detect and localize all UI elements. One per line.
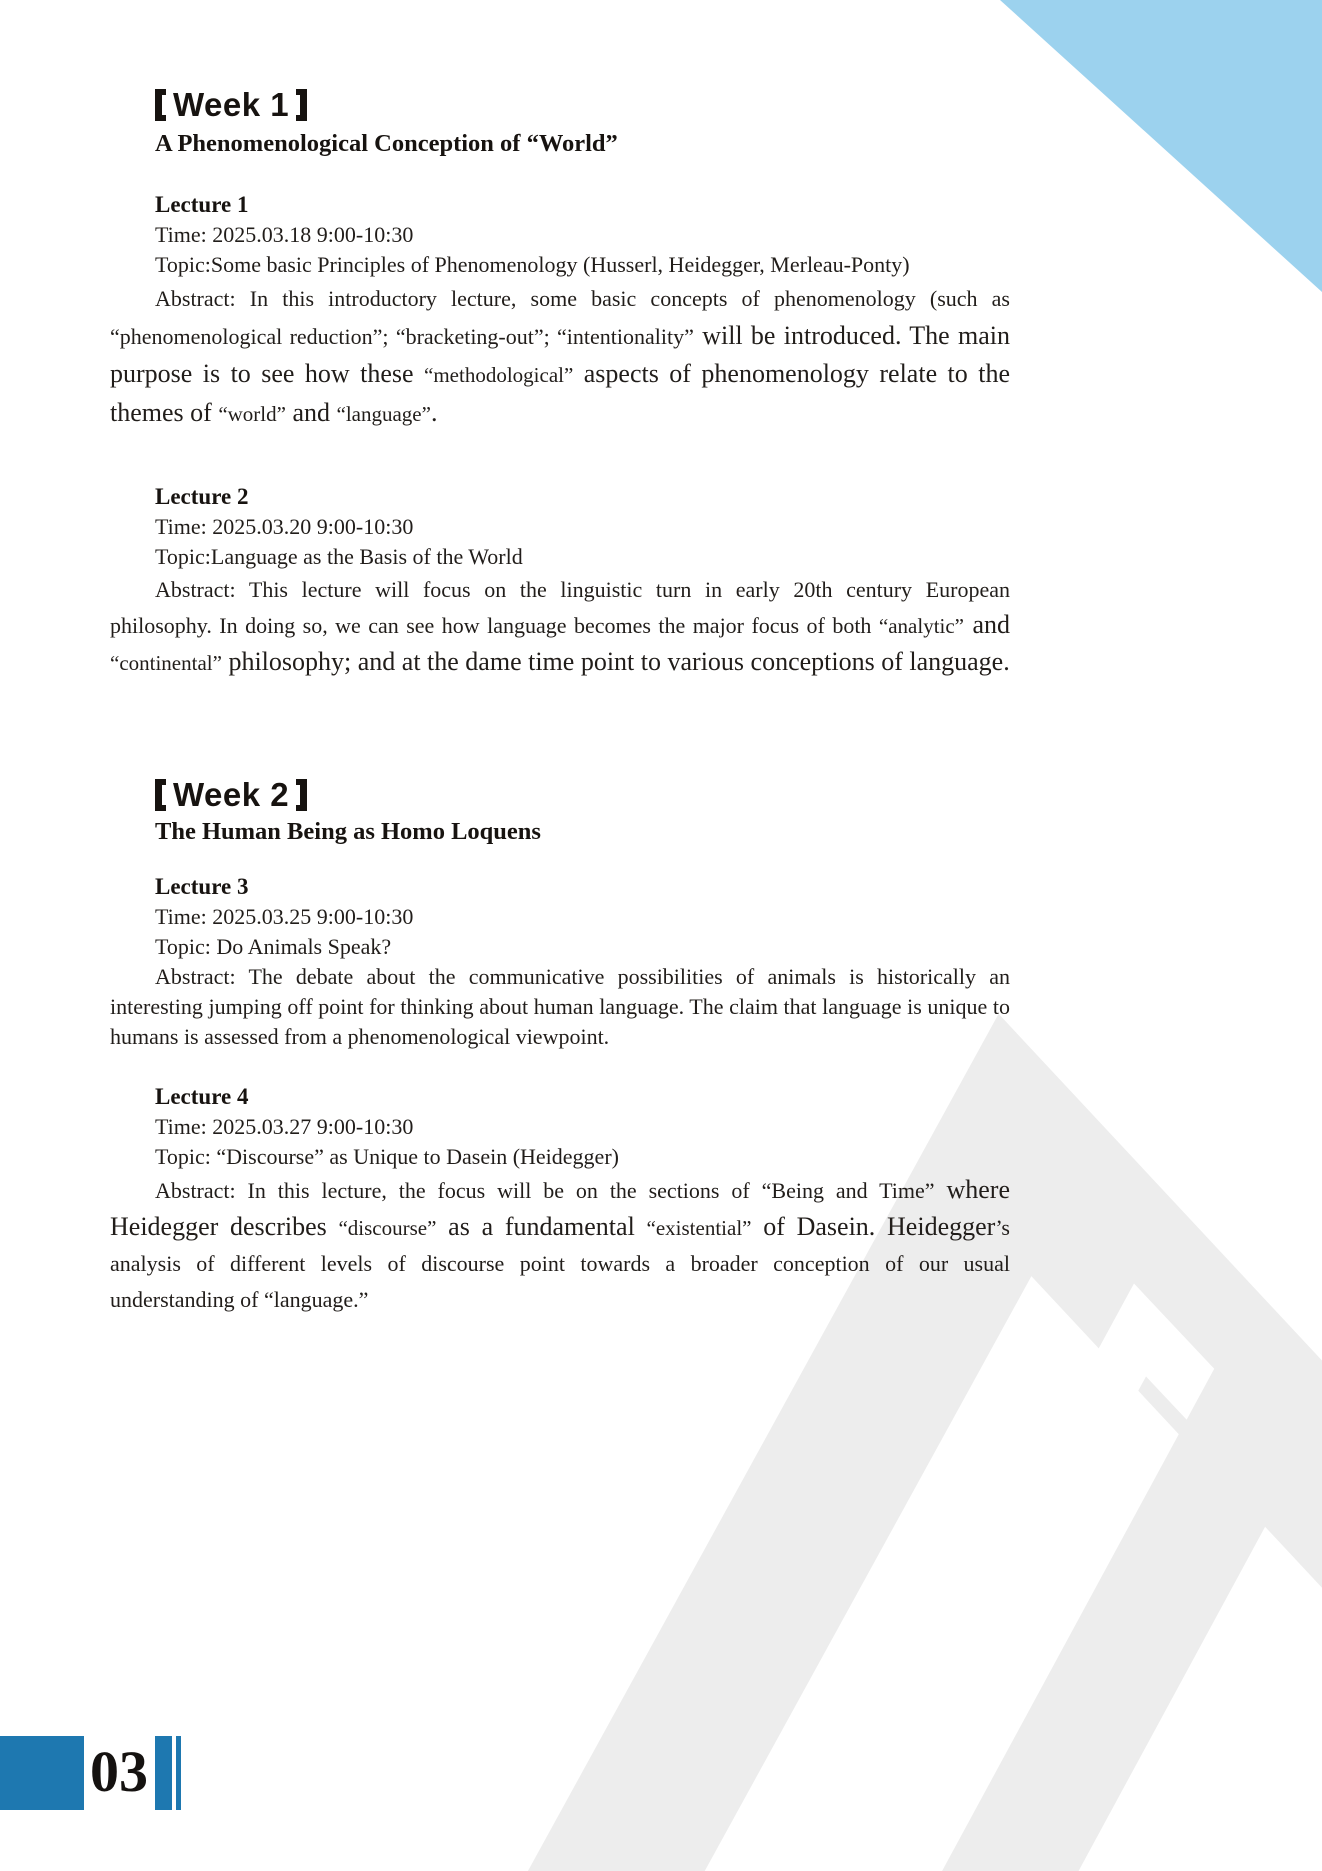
text-segment: ’s analysis of different levels of discourse point towards a broader conception of our usual understanding of “language.”	[110, 1215, 1010, 1312]
text-segment: “continental”	[110, 651, 222, 675]
lenticular-bracket-right-icon	[296, 89, 307, 121]
week-1-subtitle: A Phenomenological Conception of “World”	[155, 130, 618, 157]
lecture-2-abstract	[110, 572, 1010, 681]
lecture-4-time: Time: 2025.03.27 9:00-10:30	[155, 1114, 414, 1139]
lecture-1-title: Lecture 1	[155, 192, 249, 217]
text-segment: where Heidegger describes	[110, 1175, 1010, 1241]
week-1-heading-label: Week 1	[173, 86, 290, 123]
lenticular-bracket-left-icon	[155, 89, 166, 121]
text-segment: “existential”	[646, 1216, 752, 1240]
lecture-3-time: Time: 2025.03.25 9:00-10:30	[155, 904, 414, 929]
lecture-4-topic	[110, 1142, 1010, 1172]
text-segment: will be introduced. The main purpose is to see how these	[110, 321, 1010, 388]
week-2-subtitle: The Human Being as Homo Loquens	[155, 818, 541, 845]
week-2-heading-label: Week 2	[173, 776, 290, 813]
lecture-1-abstract	[110, 280, 1010, 433]
lecture-2-title: Lecture 2	[155, 484, 249, 509]
text-segment: of Dasein. Heidegger	[751, 1212, 996, 1241]
lenticular-bracket-right-icon	[296, 779, 307, 811]
text-segment: Topic: Do Animals Speak?	[155, 934, 392, 959]
text-segment: Abstract: In this introductory lecture, some basic concepts of phenomenology (such as “phenomenological reduction”; “bracketing-out”; “intentionality”	[110, 286, 1010, 349]
lecture-1-time: Time: 2025.03.18 9:00-10:30	[155, 222, 414, 247]
footer-accent-bar-thick	[155, 1736, 172, 1810]
lecture-3-title: Lecture 3	[155, 874, 249, 899]
lenticular-bracket-left-icon	[155, 779, 166, 811]
text-segment: Topic:Language as the Basis of the World	[155, 544, 523, 569]
text-segment: Abstract: In this lecture, the focus will be on the sections of “Being and Time”	[155, 1178, 947, 1203]
text-segment: “world”	[218, 402, 286, 426]
lecture-4-section	[110, 1082, 1010, 1318]
text-segment: “discourse”	[338, 1216, 437, 1240]
week-1-heading	[155, 86, 307, 124]
text-segment: Topic:Some basic Principles of Phenomenology (Husserl, Heidegger, Merleau-Ponty)	[155, 252, 910, 277]
lecture-4-title: Lecture 4	[155, 1084, 249, 1109]
text-segment: philosophy; and at the dame time point to various conceptions of language.	[221, 647, 1010, 676]
lecture-1-topic	[110, 250, 1010, 280]
footer-accent-bar-thin	[176, 1736, 181, 1810]
text-segment: Abstract: The debate about the communicative possibilities of animals is historically an interesting jumping off point for thinking about human language. The claim that language is unique to humans is assessed from a phenomenological viewpoint.	[110, 964, 1010, 1049]
lecture-1-section	[110, 190, 1010, 433]
text-segment: “language”	[336, 402, 431, 426]
text-segment: “methodological”	[424, 363, 574, 387]
lecture-3-topic	[110, 932, 1010, 962]
text-segment: as a fundamental	[436, 1212, 647, 1241]
lecture-3-abstract	[110, 962, 1010, 1052]
page-footer	[0, 1736, 181, 1810]
footer-accent-block	[0, 1736, 84, 1810]
lecture-2-time: Time: 2025.03.20 9:00-10:30	[155, 514, 414, 539]
lecture-2-topic	[110, 542, 1010, 572]
lecture-2-section	[110, 482, 1010, 681]
text-segment: and	[285, 398, 337, 427]
text-segment: “analytic”	[878, 614, 964, 638]
page-number: 03	[90, 1739, 148, 1804]
text-segment: Topic: “Discourse” as Unique to Dasein (Heidegger)	[155, 1144, 619, 1169]
text-segment: aspects of phenomenology relate to the themes of	[110, 359, 1011, 427]
text-segment: .	[430, 398, 438, 427]
lecture-3-section	[110, 872, 1010, 1052]
lecture-4-abstract	[110, 1172, 1010, 1318]
text-segment: Abstract: This lecture will focus on the linguistic turn in early 20th century European philosophy. In doing so, we can see how language becomes the major focus of both	[110, 577, 1010, 638]
text-segment: and	[964, 610, 1010, 639]
week-2-heading	[155, 776, 307, 814]
